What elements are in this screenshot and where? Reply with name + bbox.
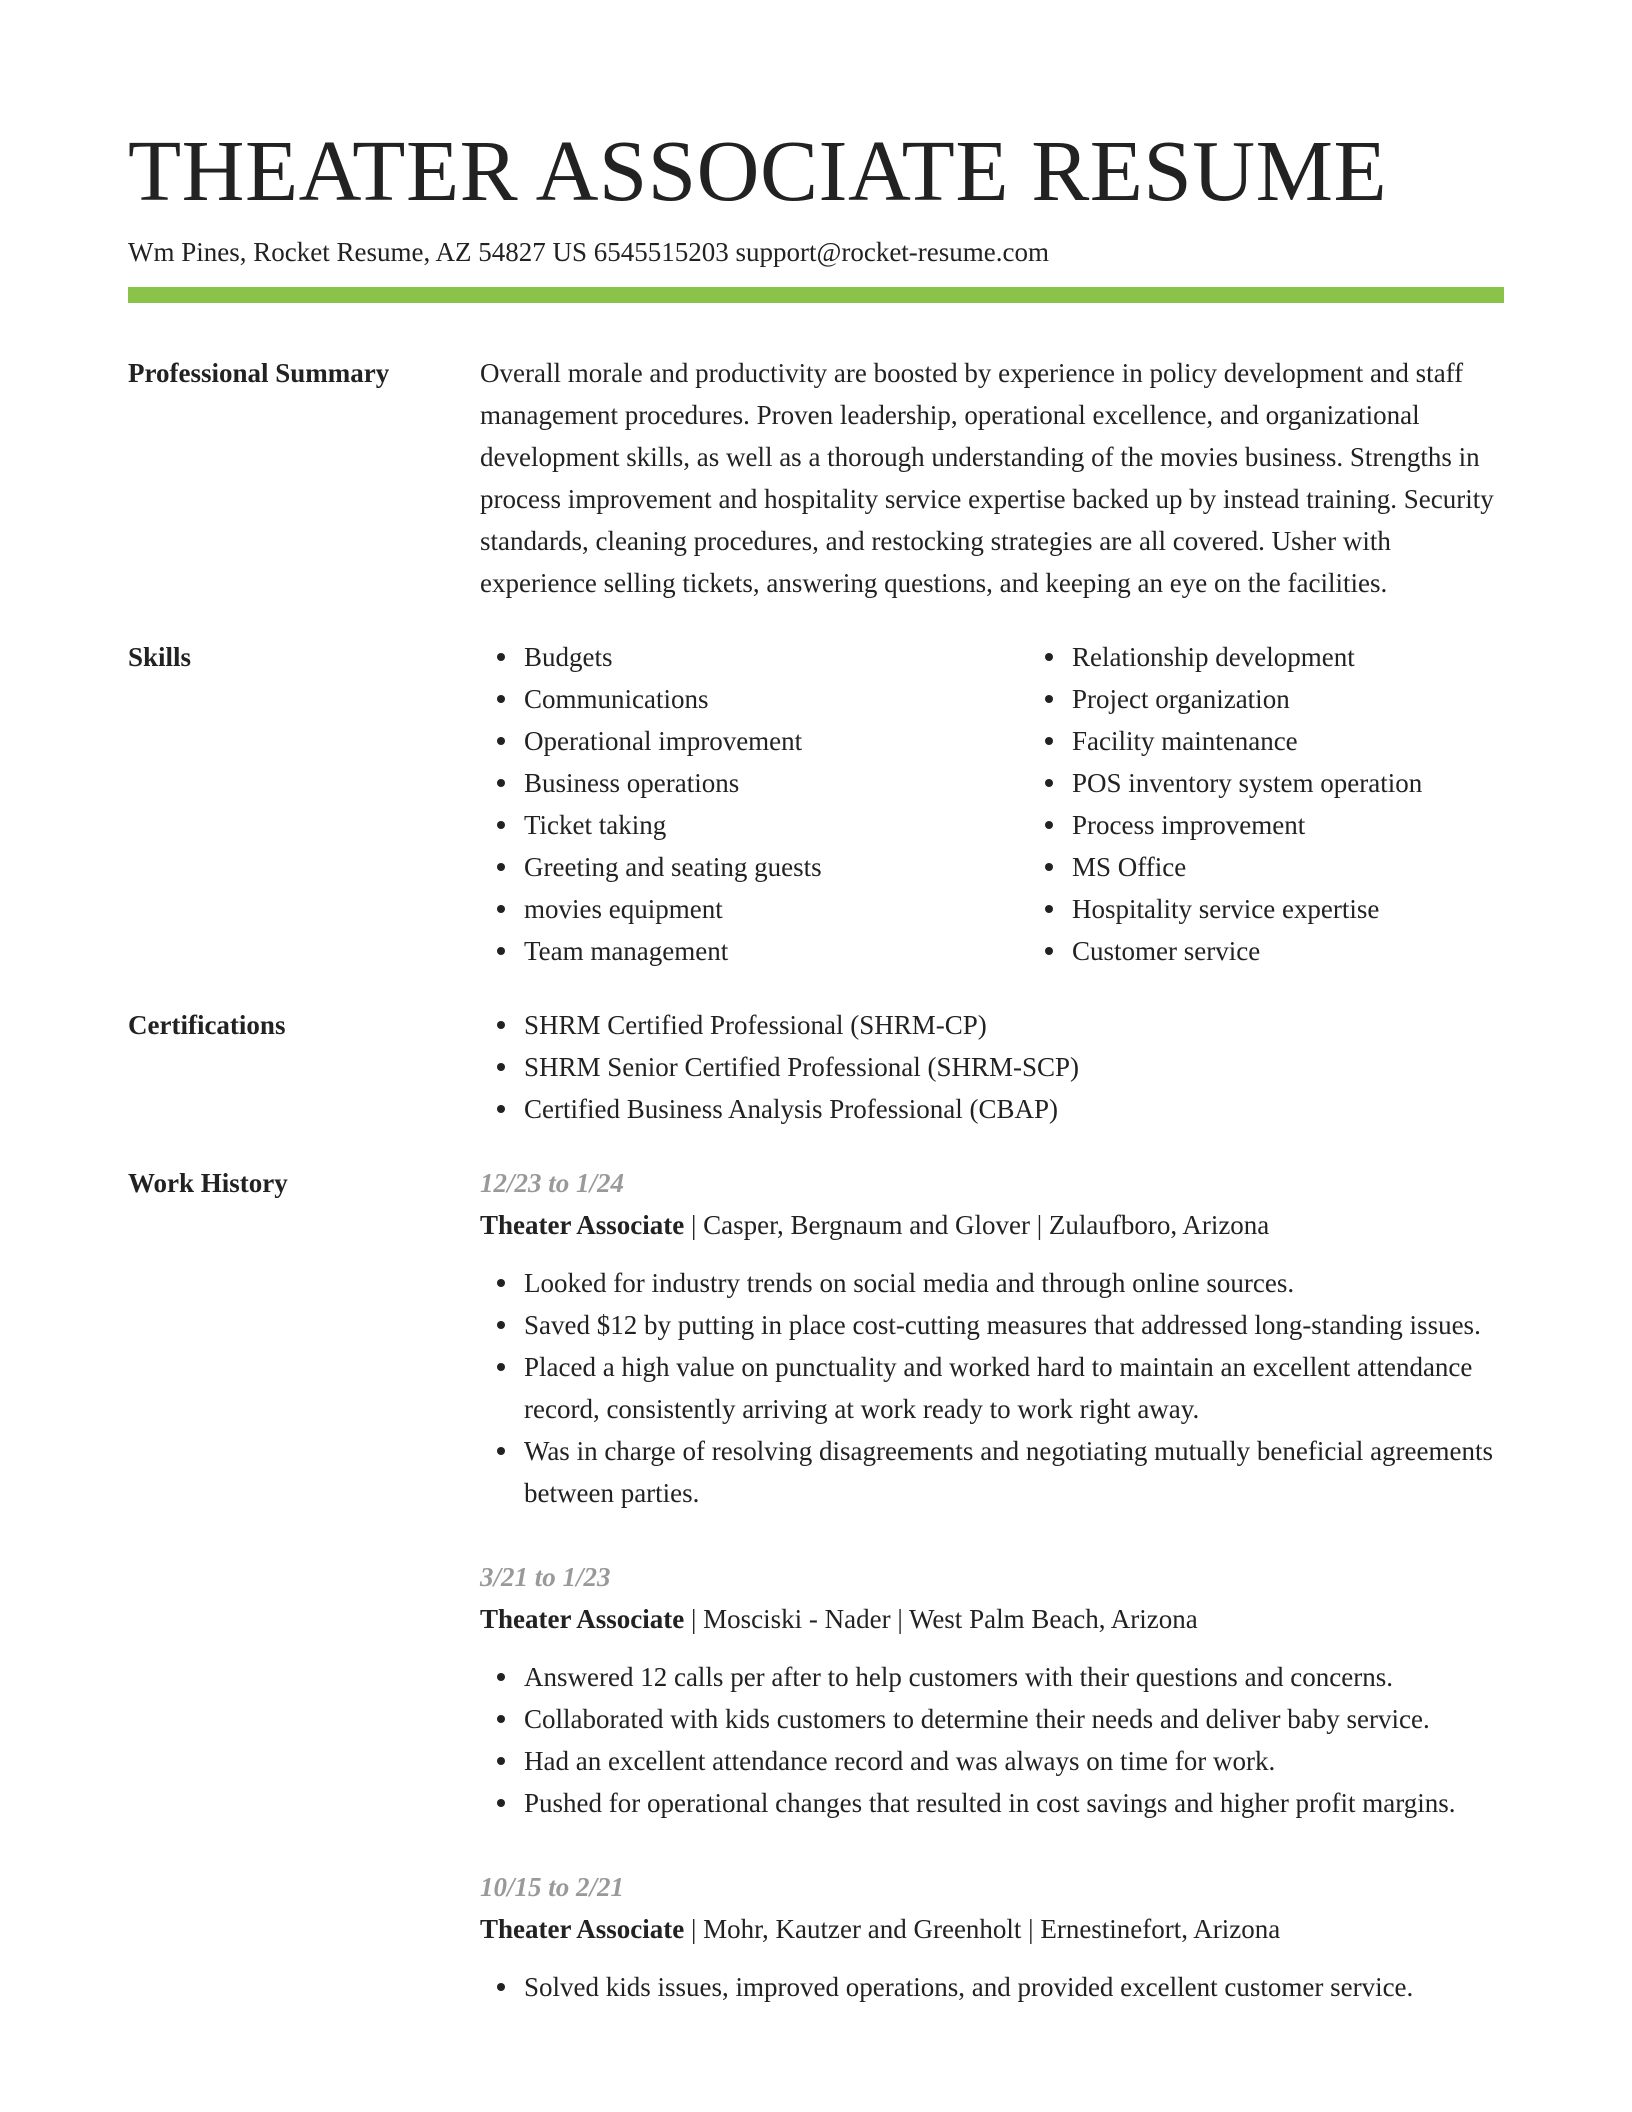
work-history-section <box>128 1162 1504 2050</box>
skill-item: Budgets <box>524 636 1028 678</box>
skill-item: POS inventory system operation <box>1072 762 1572 804</box>
summary-text: Overall morale and productivity are boosted by experience in policy development and staff management procedures. Proven leadership, operational excellence, and organizational development skills, as well as a thorough understanding of the movies business. Strengths in process improvement and hospitality service expertise backed up by instead training. Security standards, cleaning procedures, and restocking strategies are all covered. Usher with experience selling tickets, answering questions, and keeping an eye on the facilities. <box>480 358 1494 598</box>
job-title: Theater Associate <box>480 1210 685 1240</box>
job-bullet: Answered 12 calls per after to help customers with their questions and concerns. <box>524 1656 1504 1698</box>
certifications-section <box>128 1004 1504 1130</box>
job-bullet: Solved kids issues, improved operations, and provided excellent customer service. <box>524 1966 1504 2008</box>
summary-heading: Professional Summary <box>128 358 390 388</box>
job-title-line <box>480 1204 1504 1246</box>
certifications-body <box>480 1004 1504 1130</box>
job-bullet: Had an excellent attendance record and was always on time for work. <box>524 1740 1504 1782</box>
skill-item: Process improvement <box>1072 804 1572 846</box>
job-dates: 10/15 to 2/21 <box>480 1872 625 1902</box>
skill-item: Team management <box>524 930 1028 972</box>
work-history-body <box>480 1162 1504 2050</box>
job-bullet: Collaborated with kids customers to determine their needs and deliver baby service. <box>524 1698 1504 1740</box>
job-entry <box>480 1556 1504 1824</box>
skill-item: Communications <box>524 678 1028 720</box>
job-entry <box>480 1162 1504 1514</box>
skill-item: Project organization <box>1072 678 1572 720</box>
work-history-heading: Work History <box>128 1168 288 1198</box>
skill-item: Ticket taking <box>524 804 1028 846</box>
certification-item: SHRM Senior Certified Professional (SHRM-SCP) <box>524 1046 1504 1088</box>
skill-item: Operational improvement <box>524 720 1028 762</box>
job-title: Theater Associate <box>480 1914 685 1944</box>
job-employer-location: | Mohr, Kautzer and Greenholt | Ernestinefort, Arizona <box>684 1914 1281 1944</box>
certification-item: Certified Business Analysis Professional (CBAP) <box>524 1088 1504 1130</box>
skill-item: Facility maintenance <box>1072 720 1572 762</box>
skills-columns <box>480 636 1572 972</box>
job-title: Theater Associate <box>480 1604 685 1634</box>
skill-item: Business operations <box>524 762 1028 804</box>
job-title-line <box>480 1908 1504 1950</box>
skill-item: Hospitality service expertise <box>1072 888 1572 930</box>
skill-item: MS Office <box>1072 846 1572 888</box>
skills-section <box>128 636 1504 972</box>
accent-divider <box>128 287 1504 303</box>
summary-section <box>128 352 1504 604</box>
skills-heading: Skills <box>128 642 192 672</box>
job-employer-location: | Casper, Bergnaum and Glover | Zulaufboro, Arizona <box>684 1210 1270 1240</box>
job-bullets <box>480 1656 1504 1824</box>
resume-title: THEATER ASSOCIATE RESUME <box>128 122 1388 219</box>
skill-item: Customer service <box>1072 930 1572 972</box>
job-bullet: Was in charge of resolving disagreements and negotiating mutually beneficial agreements between parties. <box>524 1430 1504 1514</box>
contact-line: Wm Pines, Rocket Resume, AZ 54827 US 6545515203 support@rocket-resume.com <box>128 237 1049 267</box>
job-title-line <box>480 1598 1504 1640</box>
skill-item: Greeting and seating guests <box>524 846 1028 888</box>
job-employer-location: | Mosciski - Nader | West Palm Beach, Arizona <box>684 1604 1198 1634</box>
job-dates: 3/21 to 1/23 <box>480 1562 611 1592</box>
skill-item: movies equipment <box>524 888 1028 930</box>
job-entry <box>480 1866 1504 2008</box>
job-dates: 12/23 to 1/24 <box>480 1168 625 1198</box>
certification-item: SHRM Certified Professional (SHRM-CP) <box>524 1004 1504 1046</box>
skills-list-right <box>1028 636 1572 972</box>
job-bullet: Pushed for operational changes that resulted in cost savings and higher profit margins. <box>524 1782 1504 1824</box>
job-bullet: Placed a high value on punctuality and worked hard to maintain an excellent attendance record, consistently arriving at work ready to work right away. <box>524 1346 1504 1430</box>
certifications-heading: Certifications <box>128 1010 286 1040</box>
skill-item: Relationship development <box>1072 636 1572 678</box>
job-bullet: Looked for industry trends on social media and through online sources. <box>524 1262 1504 1304</box>
job-bullets <box>480 1262 1504 1514</box>
certifications-list <box>480 1004 1504 1130</box>
skills-list-left <box>480 636 1028 972</box>
job-bullet: Saved $12 by putting in place cost-cutting measures that addressed long-standing issues. <box>524 1304 1504 1346</box>
job-bullets <box>480 1966 1504 2008</box>
